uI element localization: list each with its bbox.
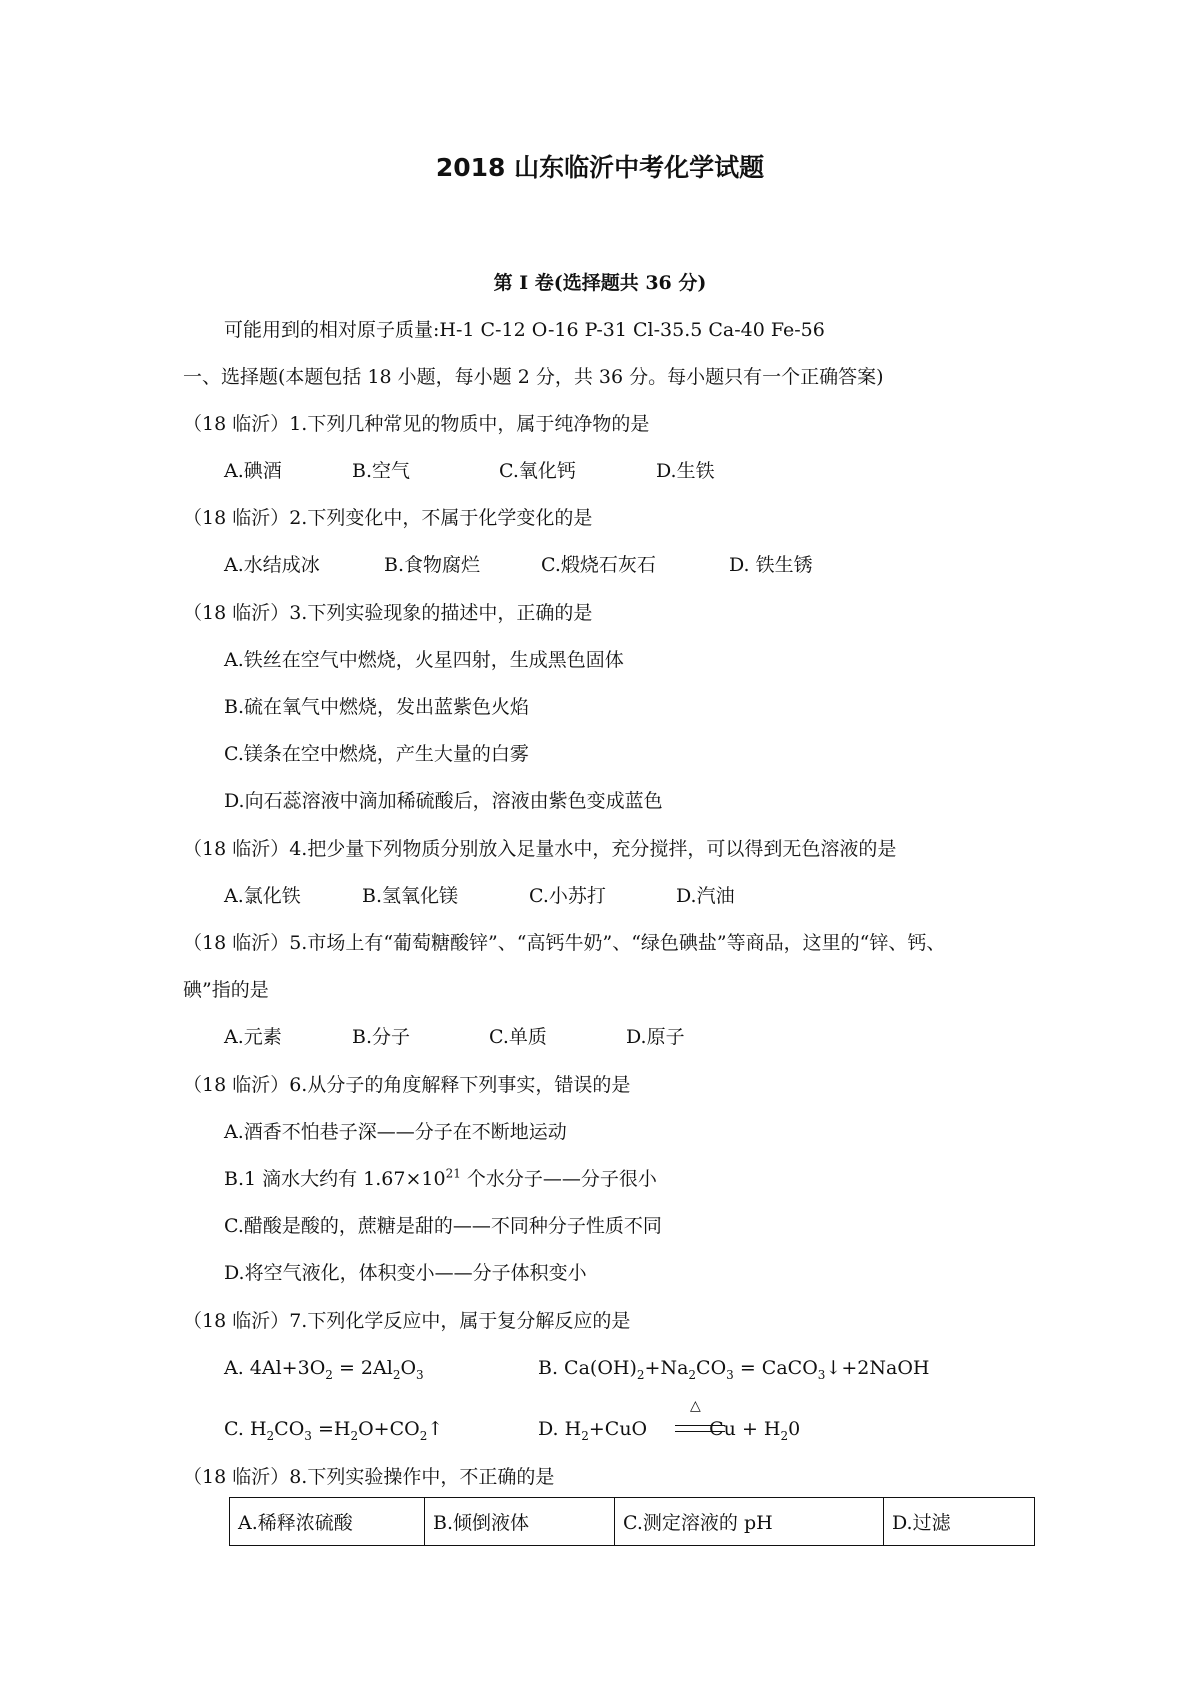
question-3-option-b: B.硫在氧气中燃烧，发出蓝紫色火焰 [224,696,530,718]
option-c: C.小苏打 [529,885,606,907]
atomic-masses: 可能用到的相对原子质量:H-1 C-12 O-16 P-31 Cl-35.5 Ca-40 Fe-56 [224,319,825,341]
question-2-stem: （18 临沂）2.下列变化中，不属于化学变化的是 [183,507,593,529]
question-7-option-d: D. $H_2+CuO$ $Cu + H_20$ [538,1418,801,1443]
reaction-equals-sign [675,1425,725,1432]
option-a: A.水结成冰 [224,554,320,576]
question-3-option-d: D.向石蕊溶液中滴加稀硫酸后，溶液由紫色变成蓝色 [224,790,663,812]
question-4-stem: （18 临沂）4.把少量下列物质分别放入足量水中，充分搅拌，可以得到无色溶液的是 [183,838,897,860]
question-8-stem: （18 临沂）8.下列实验操作中，不正确的是 [183,1466,555,1488]
option-d: D.汽油 [676,885,735,907]
option-a: A.碘酒 [224,460,282,482]
question-5-stem-cont: 碘”指的是 [183,979,269,1001]
table-cell: B.倾倒液体 [425,1498,615,1546]
question-7-option-c: C. $H_2CO_3$ $=H_2O+CO_2↑$ [224,1418,444,1443]
question-7-option-b: B. $Ca(OH)_2+Na_2CO_3$ = CaCO$_3$↓+2NaOH [538,1357,930,1382]
option-a: A.氯化铁 [224,885,301,907]
question-1-stem: （18 临沂）1.下列几种常见的物质中，属于纯净物的是 [183,413,650,435]
question-6-option-c: C.醋酸是酸的，蔗糖是甜的——不同种分子性质不同 [224,1215,662,1237]
question-8-options-table [229,1497,1035,1546]
option-b: B.氢氧化镁 [362,885,459,907]
option-b: B.食物腐烂 [384,554,481,576]
option-a: A.元素 [224,1026,282,1048]
question-3-stem: （18 临沂）3.下列实验现象的描述中，正确的是 [183,602,593,624]
page-title: 2018 山东临沂中考化学试题 [435,153,765,182]
question-6-option-a: A.酒香不怕巷子深——分子在不断地运动 [224,1121,567,1143]
heat-symbol: △ [690,1398,701,1414]
question-6-stem: （18 临沂）6.从分子的角度解释下列事实，错误的是 [183,1074,631,1096]
option-c: C.煅烧石灰石 [541,554,656,576]
option-d: D.生铁 [656,460,715,482]
section-heading: 一、选择题(本题包括 18 小题，每小题 2 分，共 36 分。每小题只有一个正确答案) [183,366,884,388]
question-6-option-d: D.将空气液化，体积变小——分子体积变小 [224,1262,587,1284]
question-7-stem: （18 临沂）7.下列化学反应中，属于复分解反应的是 [183,1310,631,1332]
table-cell: A.稀释浓硫酸 [230,1498,425,1546]
option-c: C.单质 [489,1026,547,1048]
table-cell: C.测定溶液的 pH [615,1498,884,1546]
question-5-stem: （18 临沂）5.市场上有“葡萄糖酸锌”、“高钙牛奶”、“绿色碘盐”等商品，这里的“锌、钙、 [183,932,946,954]
question-6-option-b: B.1 滴水大约有 $1.67\times 10^{21}$ 个水分子——分子很小 [224,1166,657,1190]
question-3-option-a: A.铁丝在空气中燃烧，火星四射，生成黑色固体 [224,649,624,671]
option-b: B.分子 [352,1026,411,1048]
option-d: D.原子 [626,1026,685,1048]
option-d: D. 铁生锈 [729,554,813,576]
question-7-option-a: A. $4Al+3O_2 = 2Al_2O_3$ [224,1357,424,1382]
option-c: C.氧化钙 [499,460,576,482]
option-b: B.空气 [352,460,411,482]
table-cell: D.过滤 [884,1498,1035,1546]
section-subtitle: 第 I 卷(选择题共 36 分) [493,272,707,294]
question-3-option-c: C.镁条在空中燃烧，产生大量的白雾 [224,743,529,765]
